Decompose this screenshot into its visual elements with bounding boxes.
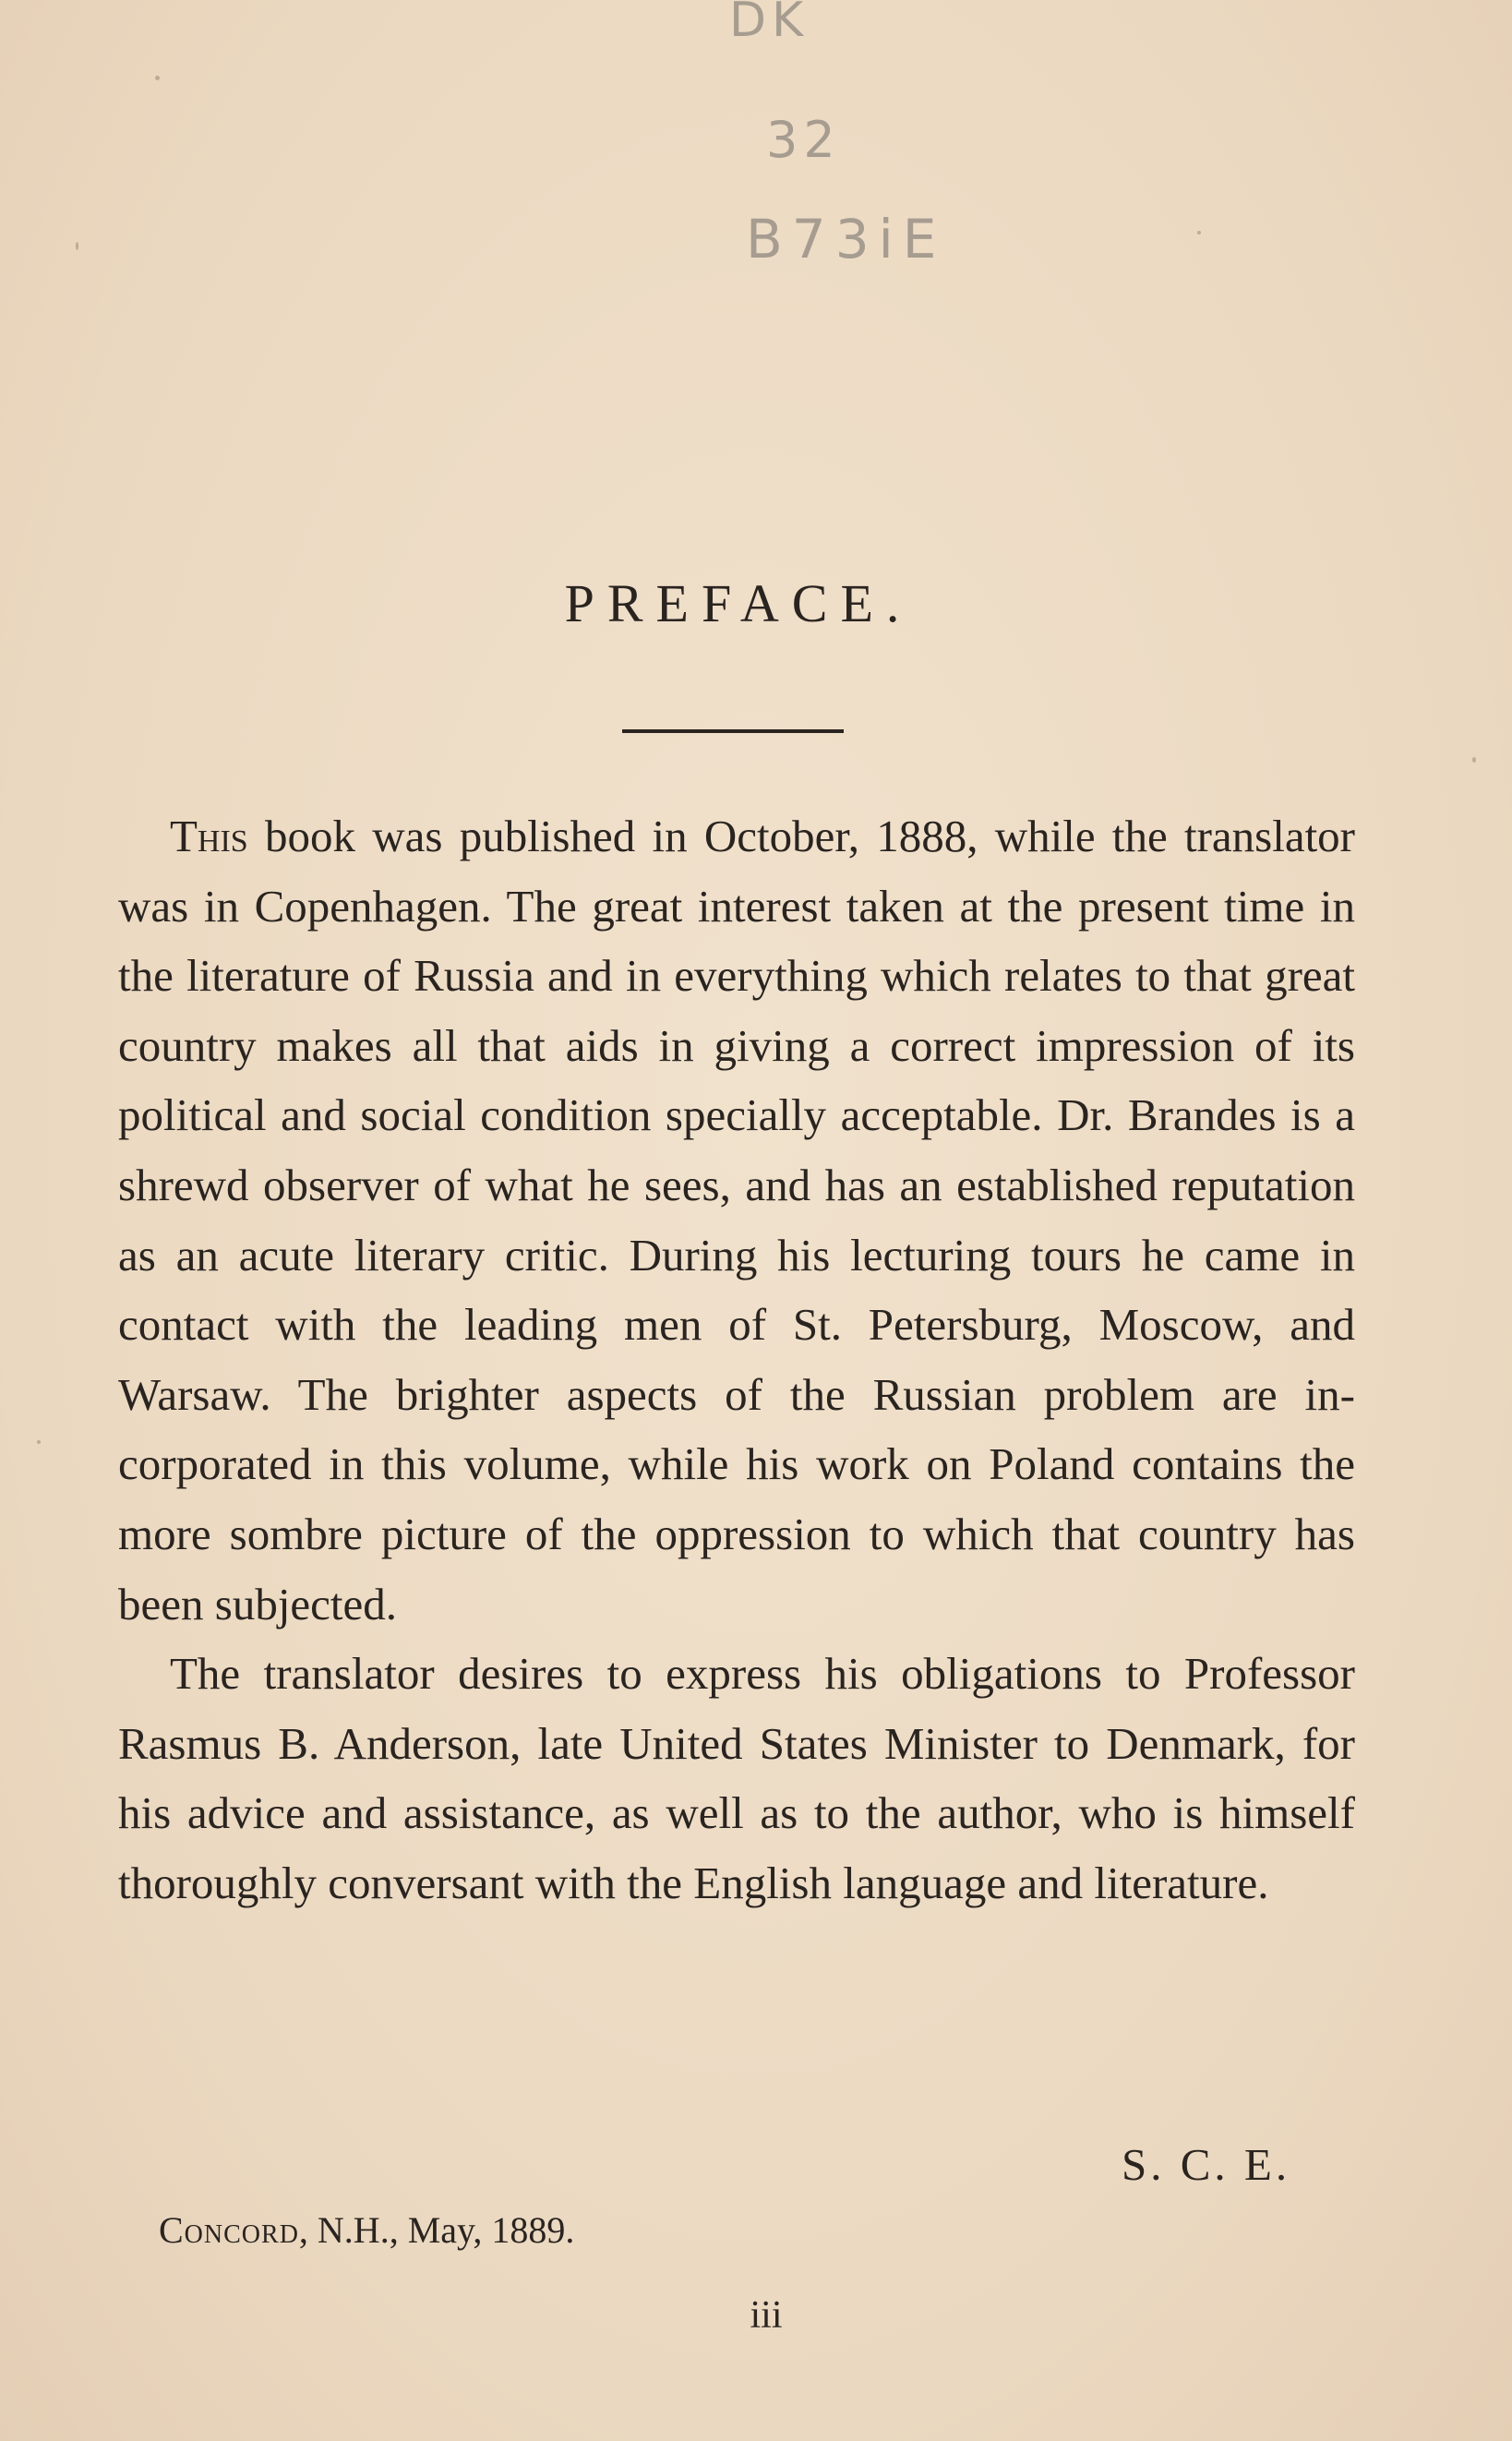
paper-speck [1197, 231, 1201, 234]
paper-speck [155, 76, 160, 80]
signature-initials: S. C. E. [1122, 2139, 1291, 2190]
paper-speck [1472, 757, 1476, 763]
preface-body [118, 801, 1355, 1918]
page-title: PREFACE. [564, 573, 913, 633]
library-call-number-line-2: 32 [766, 111, 841, 169]
page-number: iii [750, 2294, 783, 2337]
library-call-number-line-3: B73iE [746, 208, 946, 271]
paragraph-1-text: book was published in October, 1888, while the translator was in Copenhagen. The great interest taken at the present time in the literature of Russia and in everything which relates to that great country makes all that aids in giving a correct impression of its political and social condition specially acceptable. Dr. Brandes is a shrewd observer of what he sees, and has an established reputation as an acute literary critic. During his lecturing tours he came in contact with the leading men of St. Petersburg, Moscow, and Warsaw. The brighter aspects of the Russian problem are incorporated in this volume, while his work on Poland contains the more sombre picture of the oppression to which that country has been subjected. [118, 811, 1355, 1629]
title-rule-divider [622, 729, 844, 733]
paper-speck [76, 242, 78, 250]
preface-paragraph-1 [118, 801, 1355, 1639]
dateline-rest: , N.H., May, 1889. [298, 2209, 575, 2251]
preface-paragraph-2 [118, 1639, 1355, 1918]
dateline-place: Concord [159, 2209, 299, 2251]
paragraph-2-text: The translator desires to express his obligations to Professor Rasmus B. Anderson, late United States Minister to Denmark, for his advice and assistance, as well as to the author, who is himself thoroughly conversant with the English language and literature. [118, 1648, 1355, 1908]
dateline [159, 2208, 574, 2252]
paper-speck [37, 1440, 41, 1444]
paragraph-lead-word: This [170, 811, 248, 861]
library-call-number-line-1: DK [729, 0, 810, 48]
